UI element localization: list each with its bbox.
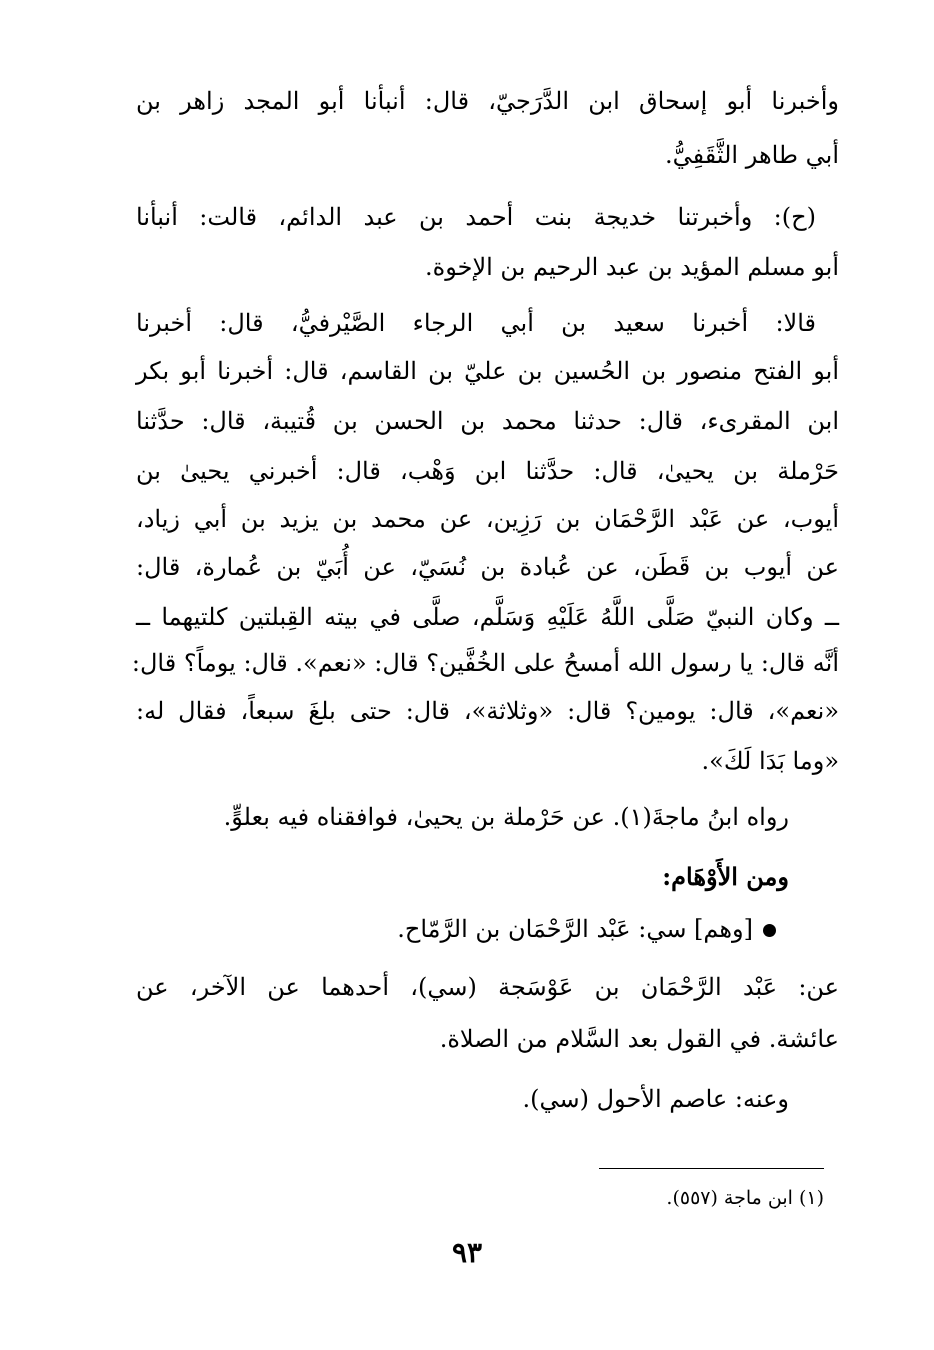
text-line: قالا: أخبرنا سعيد بن أبي الرجاء الصَّيْرفيُّ، قال: أخبرنا [136, 309, 816, 337]
text-line: وعنه: عاصم الأحول (سي). [522, 1085, 789, 1113]
text-line: عائشة. في القول بعد السَّلام من الصلاة. [439, 1025, 839, 1053]
bullet-text: [وهم] سي: عَبْد الرَّحْمَان بن الرَّمّاح. [397, 915, 753, 943]
text-line: أبو الفتح منصور بن الحُسين بن عليّ بن القاسم، قال: أخبرنا أبو بكر [136, 357, 839, 385]
text-line: أنَّه قال: يا رسول الله أمسحُ على الخُفَّين؟ قال: «نعم». قال: يوماً؟ قال: [131, 649, 839, 677]
bullet-icon [763, 924, 776, 937]
text-line: أبي طاهر الثَّقَفِيُّ. [664, 141, 839, 169]
bullet-line [136, 912, 776, 946]
text-line: وأخبرنا أبو إسحاق ابن الدَّرَجيّ، قال: أنبأنا أبو المجد زاهر بن [136, 87, 839, 115]
text-line: أيوب، عن عَبْد الرَّحْمَان بن رَزِين، عن محمد بن يزيد بن أبي زياد، [136, 505, 839, 533]
section-heading: ومن الأَوْهَام: [662, 862, 789, 891]
text-line: «نعم»، قال: يومين؟ قال: «وثلاثة»، قال: حتى بلغَ سبعاً، فقال له: [136, 697, 839, 725]
footnote-separator [599, 1168, 824, 1169]
text-line: أبو مسلم المؤيد بن عبد الرحيم بن الإخوة. [425, 253, 839, 281]
text-line: (ح): وأخبرتنا خديجة بنت أحمد بن عبد الدائم، قالت: أنبأنا [136, 203, 816, 231]
text-line: عن: عَبْد الرَّحْمَان بن عَوْسَجة (سي)، أحدهما عن الآخر، عن [136, 973, 839, 1001]
text-line: ابن المقرىء، قال: حدثنا محمد بن الحسن بن قُتيبة، قال: حدَّثنا [136, 407, 839, 435]
page-number: ٩٣ [451, 1236, 483, 1269]
footnote: (١) ابن ماجة (٥٥٧). [666, 1187, 824, 1209]
text-line: «وما بَدَا لَكَ». [701, 747, 839, 775]
text-line: رواه ابنُ ماجةَ(١). عن حَرْملة بن يحيىٰ، فوافقناه فيه بعلوٍّ. [223, 803, 789, 831]
text-line: عن أيوب بن قَطَن، عن عُبادة بن نُسَيّ، عن أُبَيّ بن عُمارة، قال: [136, 553, 839, 581]
text-line: حَرْملة بن يحيىٰ، قال: حدَّثنا ابن وَهْب، قال: أخبرني يحيىٰ بن [136, 457, 839, 485]
text-line: ــ وكان النبيّ صَلَّى اللَّهُ عَلَيْهِ وَسَلَّم، صلَّى في بيته القِبلتين كلتيهما ــ [136, 603, 839, 631]
